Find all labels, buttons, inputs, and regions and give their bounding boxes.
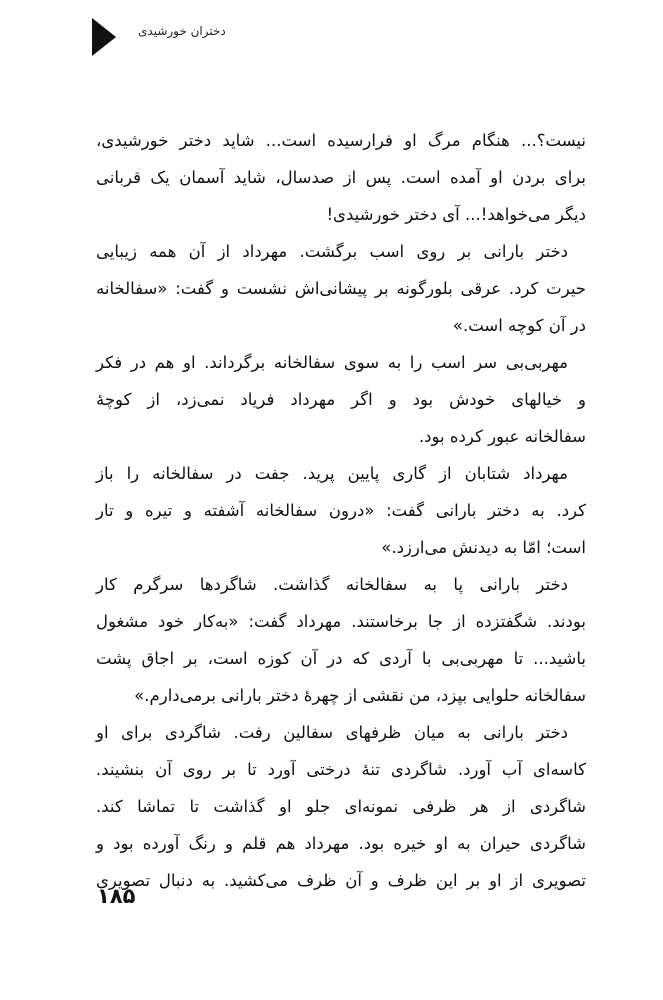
text-line: کاسه‌ای آب آورد. شاگردی تنۀ درختی آورد تا بر روی آن بنشیند.	[96, 760, 586, 779]
text-line: مهرداد شتابان از گاری پایین پرید. جفت در سفالخانه را باز	[96, 464, 568, 483]
body-text	[96, 122, 586, 899]
text-line: برای بردن او آمده است. پس از صدسال، شاید آسمان یک قربانی	[96, 168, 586, 187]
text-line: دختر بارانی بر روی اسب برگشت. مهرداد از آن همه زیبایی	[96, 242, 568, 261]
triangle-marker-icon	[92, 18, 116, 56]
text-line: تصویری از او بر این ظرف و آن ظرف می‌کشید. به دنبال تصویری	[96, 871, 586, 890]
text-line: و خیالهای خودش بود و اگر مهرداد فریاد نمی‌زد، از کوچۀ	[96, 390, 586, 409]
text-line: سفالخانه حلوایی بپزد، من نقشی از چهرۀ دختر بارانی برمی‌دارم.»	[134, 686, 586, 705]
text-line: در آن کوچه است.»	[452, 316, 586, 335]
text-line: باشید... تا مهربی‌بی با آردی که در آن کوزه است، بر اجاق پشت	[96, 649, 586, 668]
text-line: نیست؟... هنگام مرگ او فرارسیده است... شاید دختر خورشیدی،	[96, 131, 586, 150]
text-line: کرد. به دختر بارانی گفت: «درون سفالخانه آشفته و تیره و تار	[96, 501, 586, 520]
text-line: است؛ امّا به دیدنش می‌ارزد.»	[381, 538, 586, 557]
text-line: سفالخانه عبور کرده بود.	[418, 427, 586, 446]
page-number: ۱۸۵	[97, 884, 136, 908]
text-line: مهربی‌بی سر اسب را به سوی سفالخانه برگرداند. او هم در فکر	[96, 353, 568, 372]
text-line: شاگردی حیران به او خیره بود. مهرداد هم قلم و رنگ آورده بود و	[96, 834, 586, 853]
text-line: دختر بارانی پا به سفالخانه گذاشت. شاگردها سرگرم کار	[96, 575, 568, 594]
text-line: حیرت کرد. عرقی بلورگونه بر پیشانی‌اش نشست و گفت: «سفالخانه	[96, 279, 586, 298]
running-title: دختران خورشیدی	[138, 24, 226, 38]
running-header	[92, 10, 332, 60]
text-line: شاگردی از هر ظرفی نمونه‌ای جلو او گذاشت تا تماشا کند.	[96, 797, 586, 816]
text-line: دختر بارانی به میان ظرفهای سفالین رفت. شاگردی برای او	[96, 723, 568, 742]
text-line: دیگر می‌خواهد!... آی دختر خورشیدی!	[326, 205, 586, 224]
text-line: بودند. شگفتزده از جا برخاستند. مهرداد گفت: «به‌کار خود مشغول	[96, 612, 586, 631]
